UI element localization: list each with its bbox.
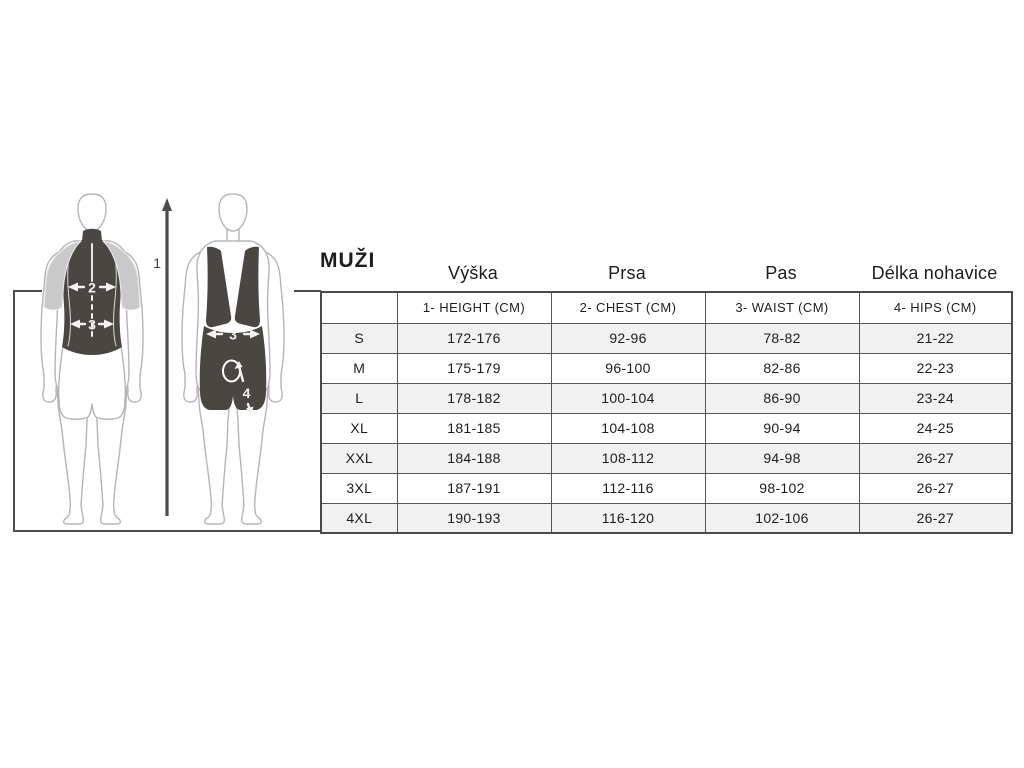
height-cell: 178-182 [397, 383, 551, 413]
czech-header-chest: Prsa [608, 263, 646, 283]
bib-waist-marker-label: 3 [229, 326, 237, 343]
height-cell: 190-193 [397, 503, 551, 533]
height-marker-label: 1 [153, 255, 161, 271]
size-cell: M [321, 353, 397, 383]
chest-cell: 108-112 [551, 443, 705, 473]
waist-cell: 102-106 [705, 503, 859, 533]
waist-cell: 94-98 [705, 443, 859, 473]
hips-cell: 26-27 [859, 473, 1012, 503]
table-row [321, 443, 1012, 473]
hips-cell: 23-24 [859, 383, 1012, 413]
col-header-waist: 3- WAIST (CM) [705, 292, 859, 323]
height-cell: 184-188 [397, 443, 551, 473]
chest-marker-label: 2 [88, 279, 96, 296]
hips-cell: 26-27 [859, 443, 1012, 473]
size-cell: 3XL [321, 473, 397, 503]
czech-header-height: Výška [447, 263, 499, 283]
figure2-head [219, 194, 247, 231]
table-row [321, 473, 1012, 503]
height-cell: 187-191 [397, 473, 551, 503]
table-row [321, 323, 1012, 353]
height-arrowhead [162, 198, 172, 211]
waist-cell: 78-82 [705, 323, 859, 353]
chest-cell: 96-100 [551, 353, 705, 383]
size-cell: 4XL [321, 503, 397, 533]
size-table [320, 291, 1013, 534]
waist-cell: 86-90 [705, 383, 859, 413]
table-row [321, 503, 1012, 533]
col-header-height: 1- HEIGHT (CM) [397, 292, 551, 323]
chest-cell: 116-120 [551, 503, 705, 533]
size-cell: S [321, 323, 397, 353]
hips-cell: 24-25 [859, 413, 1012, 443]
height-cell: 181-185 [397, 413, 551, 443]
height-cell: 172-176 [397, 323, 551, 353]
hips-cell: 21-22 [859, 323, 1012, 353]
table-row [321, 383, 1012, 413]
bib-shorts-figure [182, 194, 284, 524]
table-row [321, 353, 1012, 383]
leg-length-marker-label: 4 [242, 385, 251, 401]
czech-header-leg-length: Délka nohavice [871, 263, 998, 283]
czech-header-waist: Pas [765, 263, 797, 283]
chest-cell: 112-116 [551, 473, 705, 503]
chest-cell: 92-96 [551, 323, 705, 353]
chest-cell: 100-104 [551, 383, 705, 413]
jersey-waist-marker-label: 3 [88, 316, 96, 333]
size-cell: XL [321, 413, 397, 443]
size-column-header-empty [321, 292, 397, 323]
col-header-chest: 2- CHEST (CM) [551, 292, 705, 323]
figure1-shorts [59, 346, 126, 419]
table-header-row [321, 292, 1012, 323]
size-cell: XXL [321, 443, 397, 473]
hips-cell: 22-23 [859, 353, 1012, 383]
jersey-figure [41, 194, 143, 524]
figure1-head [78, 194, 106, 231]
waist-cell: 98-102 [705, 473, 859, 503]
height-arrow [153, 198, 172, 516]
size-cell: L [321, 383, 397, 413]
table-row [321, 413, 1012, 443]
height-cell: 175-179 [397, 353, 551, 383]
col-header-hips: 4- HIPS (CM) [859, 292, 1012, 323]
waist-cell: 90-94 [705, 413, 859, 443]
table-header-labels [320, 246, 1011, 290]
page-title: MUŽI [320, 249, 376, 272]
chest-cell: 104-108 [551, 413, 705, 443]
hips-cell: 26-27 [859, 503, 1012, 533]
waist-cell: 82-86 [705, 353, 859, 383]
